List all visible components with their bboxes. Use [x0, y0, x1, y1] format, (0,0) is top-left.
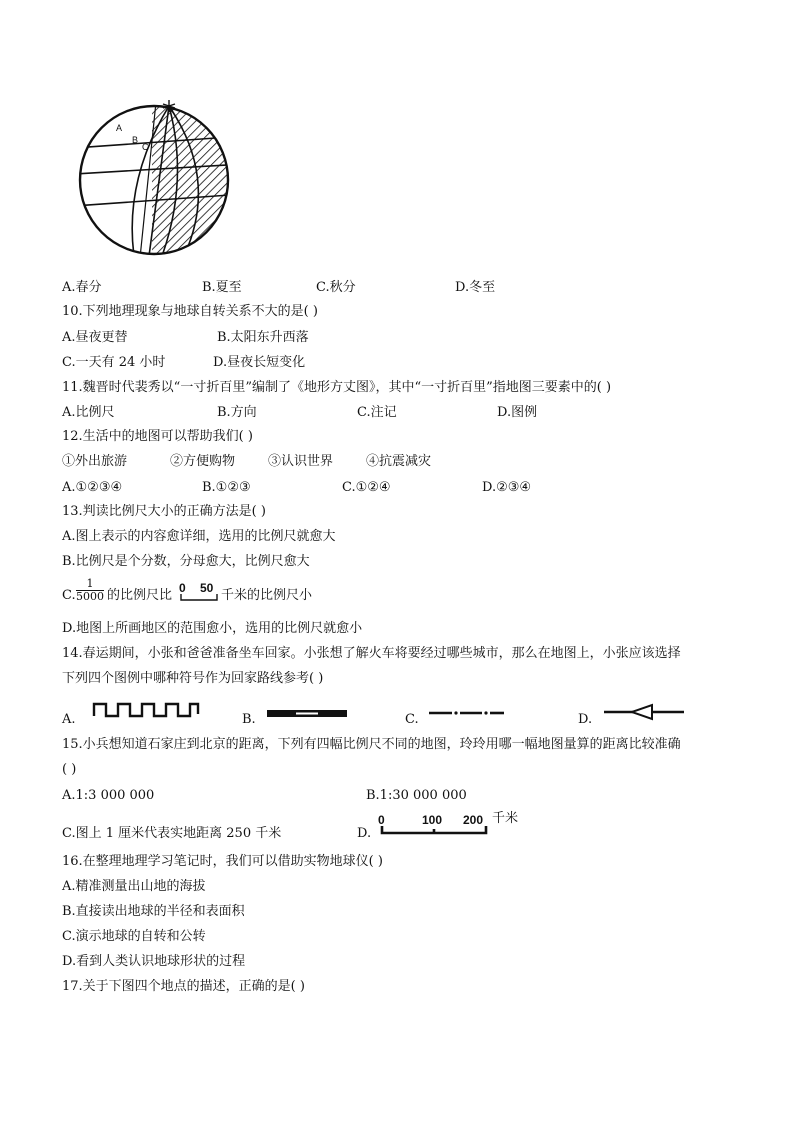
q16-option-d: D.看到人类认识地球形状的过程	[62, 954, 246, 969]
q9-option-b: B.夏至	[202, 280, 242, 295]
q12-item-4: ④抗震减灾	[366, 454, 432, 469]
q12-option-b: B.①②③	[202, 480, 251, 495]
q15-option-c: C.图上 1 厘米代表实地距离 250 千米	[62, 826, 282, 841]
q13-fraction-numerator: 1	[76, 578, 104, 591]
q9-option-c: C.秋分	[316, 280, 356, 295]
q13-fraction	[76, 578, 104, 603]
q12-item-3: ③认识世界	[268, 454, 334, 469]
q10-option-b: B.太阳东升西落	[217, 330, 309, 345]
q15-option-a: A.1:3 000 000	[62, 788, 155, 803]
q15-option-b: B.1:30 000 000	[366, 788, 467, 803]
q15-stem-line2: ( )	[62, 762, 77, 777]
q16-option-a: A.精准测量出山地的海拔	[62, 879, 206, 894]
q12-option-a: A.①②③④	[62, 480, 123, 495]
q14-symbol-c	[428, 708, 506, 720]
q16-option-c: C.演示地球的自转和公转	[62, 929, 206, 944]
q15-scale-bar	[380, 826, 490, 836]
q9-option-d: D.冬至	[455, 280, 496, 295]
q13-option-b: B.比例尺是个分数，分母愈大，比例尺愈大	[62, 554, 310, 569]
q10-option-a: A.昼夜更替	[62, 330, 128, 345]
q12-stem: 12.生活中的地图可以帮助我们( )	[62, 429, 253, 444]
q14-symbol-b	[266, 708, 348, 720]
q17-stem: 17.关于下图四个地点的描述，正确的是( )	[62, 979, 305, 994]
q15-scale-tick-100: 100	[422, 813, 443, 827]
q13-fraction-denominator: 5000	[76, 590, 104, 603]
globe-label-b: B	[132, 135, 139, 145]
q13-scale-zero: 0	[179, 581, 186, 595]
q11-stem: 11.魏晋时代裴秀以“一寸折百里”编制了《地形方丈图》，其中“一寸折百里”指地图三要素中的( )	[62, 380, 612, 395]
q11-option-a: A.比例尺	[62, 405, 115, 420]
q13-scale-fifty: 50	[200, 581, 214, 595]
q13-option-a: A.图上表示的内容愈详细，选用的比例尺就愈大	[62, 529, 336, 544]
q10-option-c: C.一天有 24 小时	[62, 355, 166, 370]
globe-label-c: C	[142, 142, 149, 152]
q15-option-d-label: D.	[357, 826, 372, 841]
q13-option-c-mid: 的比例尺比	[107, 588, 173, 603]
q13-option-c-prefix: C.	[62, 588, 76, 603]
q14-option-a-label: A.	[62, 712, 76, 727]
q14-option-b-label: B.	[242, 712, 256, 727]
q12-option-d: D.②③④	[482, 480, 532, 495]
q13-scale-bar	[180, 594, 220, 602]
q14-symbol-a	[92, 700, 200, 720]
q15-stem-line1: 15.小兵想知道石家庄到北京的距离，下列有四幅比例尺不同的地图，玲玲用哪一幅地图量算的距离比较准确	[62, 737, 681, 752]
q10-option-d: D.昼夜长短变化	[213, 355, 306, 370]
q12-item-2: ②方便购物	[170, 454, 236, 469]
q11-option-d: D.图例	[497, 405, 538, 420]
q14-option-d-label: D.	[578, 712, 593, 727]
q12-option-c: C.①②④	[342, 480, 391, 495]
q16-option-b: B.直接读出地球的半径和表面积	[62, 904, 245, 919]
q14-option-c-label: C.	[405, 712, 419, 727]
q11-option-b: B.方向	[217, 405, 257, 420]
q13-option-c-suffix: 千米的比例尺小	[221, 588, 313, 603]
q15-scale-unit: 千米	[492, 811, 519, 826]
globe-label-a: A	[116, 123, 123, 133]
q13-option-d: D.地图上所画地区的范围愈小，选用的比例尺就愈小	[62, 621, 363, 636]
q14-symbol-d	[602, 702, 686, 722]
q12-item-1: ①外出旅游	[62, 454, 128, 469]
q10-stem: 10.下列地理现象与地球自转关系不大的是( )	[62, 304, 318, 319]
q14-stem-line1: 14.春运期间，小张和爸爸准备坐车回家。小张想了解火车将要经过哪些城市，那么在地图上，小张应该选择	[62, 646, 681, 661]
globe-figure	[74, 98, 244, 258]
q14-stem-line2: 下列四个图例中哪种符号作为回家路线参考( )	[62, 671, 324, 686]
q15-scale-tick-200: 200	[463, 813, 484, 827]
q9-option-a: A.春分	[62, 280, 102, 295]
q15-scale-tick-0: 0	[378, 813, 385, 827]
q13-stem: 13.判读比例尺大小的正确方法是( )	[62, 504, 266, 519]
q16-stem: 16.在整理地理学习笔记时，我们可以借助实物地球仪( )	[62, 854, 383, 869]
q11-option-c: C.注记	[357, 405, 397, 420]
